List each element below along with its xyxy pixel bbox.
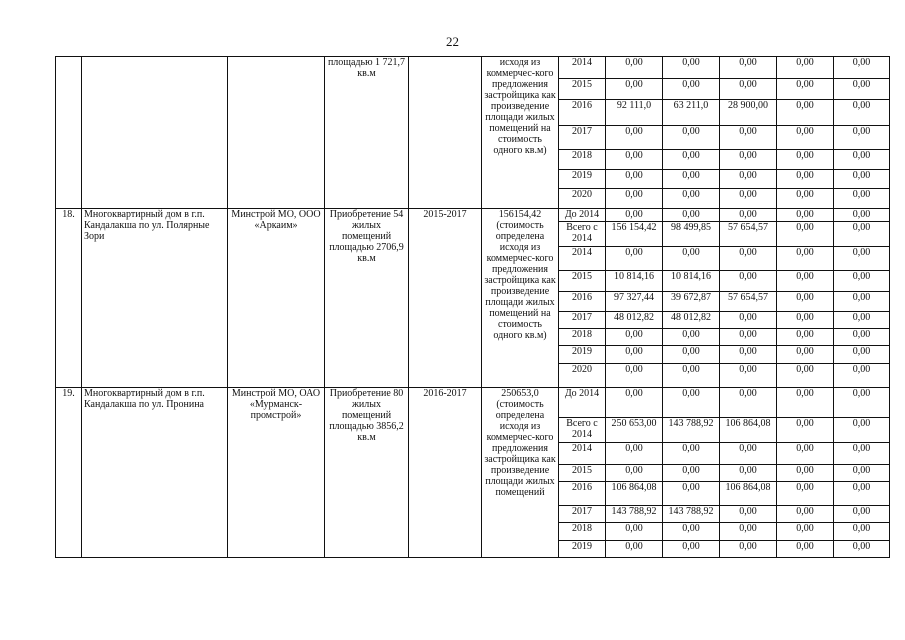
- value-regional: 106 864,08: [720, 481, 777, 505]
- program-table-grid: [55, 56, 890, 558]
- value-total: 0,00: [606, 57, 663, 79]
- value-other: 0,00: [834, 505, 890, 522]
- value-other: 0,00: [834, 418, 890, 443]
- value-regional: 0,00: [720, 270, 777, 292]
- value-other: 0,00: [834, 523, 890, 540]
- value-local: 0,00: [777, 464, 834, 481]
- value-total: 0,00: [606, 540, 663, 558]
- value-regional: 0,00: [720, 329, 777, 346]
- table-row: [56, 57, 890, 79]
- year-cell: 2018: [559, 329, 606, 346]
- value-total: 10 814,16: [606, 270, 663, 292]
- table-row: [56, 387, 890, 417]
- value-federal: 0,00: [663, 387, 720, 417]
- value-regional: 0,00: [720, 246, 777, 270]
- value-total: 0,00: [606, 442, 663, 464]
- value-regional: 0,00: [720, 442, 777, 464]
- value-federal: 48 012,82: [663, 311, 720, 328]
- value-total: 0,00: [606, 523, 663, 540]
- row-number: 18.: [56, 208, 82, 387]
- value-total: 48 012,82: [606, 311, 663, 328]
- value-federal: 0,00: [663, 540, 720, 558]
- value-regional: 0,00: [720, 311, 777, 328]
- value-regional: 0,00: [720, 523, 777, 540]
- cost-note: 156154,42 (стоимость определена исходя из коммерчес-кого предложения застройщика как произведение площади жилых помещений на стоимость одного кв.м): [482, 208, 559, 387]
- value-federal: 10 814,16: [663, 270, 720, 292]
- value-total: 0,00: [606, 126, 663, 150]
- value-total: 0,00: [606, 150, 663, 170]
- value-local: 0,00: [777, 311, 834, 328]
- value-local: 0,00: [777, 442, 834, 464]
- year-cell: До 2014: [559, 208, 606, 221]
- value-local: 0,00: [777, 505, 834, 522]
- value-regional: 28 900,00: [720, 100, 777, 126]
- purchase-description: Приобретение 54 жилых помещений площадью 2706,9 кв.м: [325, 208, 409, 387]
- year-cell: 2014: [559, 442, 606, 464]
- value-other: 0,00: [834, 292, 890, 312]
- year-cell: 2016: [559, 481, 606, 505]
- value-local: 0,00: [777, 126, 834, 150]
- value-regional: 57 654,57: [720, 221, 777, 246]
- value-local: 0,00: [777, 150, 834, 170]
- value-other: 0,00: [834, 540, 890, 558]
- value-regional: 0,00: [720, 169, 777, 189]
- value-federal: 0,00: [663, 189, 720, 209]
- value-regional: 0,00: [720, 78, 777, 100]
- value-regional: 0,00: [720, 189, 777, 209]
- year-cell: 2020: [559, 363, 606, 387]
- value-other: 0,00: [834, 57, 890, 79]
- value-total: 0,00: [606, 208, 663, 221]
- year-cell: 2018: [559, 523, 606, 540]
- year-cell: 2015: [559, 270, 606, 292]
- value-other: 0,00: [834, 100, 890, 126]
- value-local: 0,00: [777, 221, 834, 246]
- value-total: 92 111,0: [606, 100, 663, 126]
- value-local: 0,00: [777, 540, 834, 558]
- year-cell: 2016: [559, 100, 606, 126]
- year-cell: Всего с 2014: [559, 221, 606, 246]
- value-other: 0,00: [834, 311, 890, 328]
- value-local: 0,00: [777, 100, 834, 126]
- value-other: 0,00: [834, 346, 890, 363]
- value-local: 0,00: [777, 418, 834, 443]
- value-regional: 0,00: [720, 540, 777, 558]
- cost-note: исходя из коммерчес-кого предложения застройщика как произведение площади жилых помещений на стоимость одного кв.м): [482, 57, 559, 209]
- value-local: 0,00: [777, 57, 834, 79]
- value-total: 0,00: [606, 464, 663, 481]
- value-federal: 98 499,85: [663, 221, 720, 246]
- value-federal: 0,00: [663, 169, 720, 189]
- value-total: 0,00: [606, 363, 663, 387]
- value-regional: 57 654,57: [720, 292, 777, 312]
- value-federal: 0,00: [663, 523, 720, 540]
- value-total: 0,00: [606, 346, 663, 363]
- value-other: 0,00: [834, 270, 890, 292]
- value-local: 0,00: [777, 346, 834, 363]
- year-cell: 2018: [559, 150, 606, 170]
- value-regional: 0,00: [720, 363, 777, 387]
- value-other: 0,00: [834, 363, 890, 387]
- value-federal: 63 211,0: [663, 100, 720, 126]
- value-regional: 0,00: [720, 57, 777, 79]
- value-federal: 0,00: [663, 208, 720, 221]
- value-federal: 0,00: [663, 246, 720, 270]
- value-regional: 0,00: [720, 126, 777, 150]
- value-federal: 0,00: [663, 481, 720, 505]
- year-cell: 2015: [559, 78, 606, 100]
- row-number: 19.: [56, 387, 82, 557]
- value-total: 0,00: [606, 387, 663, 417]
- table-row: [56, 208, 890, 221]
- implementation-term: 2016-2017: [409, 387, 482, 557]
- value-federal: 0,00: [663, 363, 720, 387]
- year-cell: 2014: [559, 246, 606, 270]
- cost-note: 250653,0 (стоимость определена исходя из коммерчес-кого предложения застройщика как произведение площади жилых помещений: [482, 387, 559, 557]
- value-total: 250 653,00: [606, 418, 663, 443]
- value-federal: 0,00: [663, 442, 720, 464]
- year-cell: 2019: [559, 169, 606, 189]
- value-other: 0,00: [834, 208, 890, 221]
- value-federal: 0,00: [663, 78, 720, 100]
- year-cell: Всего с 2014: [559, 418, 606, 443]
- value-other: 0,00: [834, 169, 890, 189]
- year-cell: 2020: [559, 189, 606, 209]
- value-other: 0,00: [834, 481, 890, 505]
- organization: Минстрой МО, ООО «Аркаим»: [228, 208, 325, 387]
- value-regional: 0,00: [720, 464, 777, 481]
- value-total: 156 154,42: [606, 221, 663, 246]
- value-other: 0,00: [834, 126, 890, 150]
- program-table: [55, 56, 889, 558]
- value-regional: 0,00: [720, 150, 777, 170]
- value-regional: 0,00: [720, 208, 777, 221]
- value-local: 0,00: [777, 481, 834, 505]
- row-number: [56, 57, 82, 209]
- implementation-term: [409, 57, 482, 209]
- value-other: 0,00: [834, 150, 890, 170]
- value-other: 0,00: [834, 246, 890, 270]
- value-local: 0,00: [777, 270, 834, 292]
- value-total: 143 788,92: [606, 505, 663, 522]
- value-other: 0,00: [834, 442, 890, 464]
- value-other: 0,00: [834, 387, 890, 417]
- value-other: 0,00: [834, 78, 890, 100]
- value-total: 0,00: [606, 246, 663, 270]
- value-regional: 0,00: [720, 505, 777, 522]
- value-federal: 143 788,92: [663, 505, 720, 522]
- value-total: 0,00: [606, 169, 663, 189]
- value-other: 0,00: [834, 221, 890, 246]
- value-local: 0,00: [777, 169, 834, 189]
- year-cell: 2019: [559, 540, 606, 558]
- purchase-description: площадью 1 721,7 кв.м: [325, 57, 409, 209]
- year-cell: 2017: [559, 311, 606, 328]
- value-federal: 0,00: [663, 464, 720, 481]
- value-federal: 143 788,92: [663, 418, 720, 443]
- value-federal: 0,00: [663, 150, 720, 170]
- year-cell: 2017: [559, 505, 606, 522]
- value-total: 0,00: [606, 329, 663, 346]
- value-regional: 0,00: [720, 346, 777, 363]
- object-name: Многоквартирный дом в г.п. Кандалакша по ул. Пронина: [82, 387, 228, 557]
- year-cell: 2014: [559, 57, 606, 79]
- value-local: 0,00: [777, 246, 834, 270]
- object-name: Многоквартирный дом в г.п. Кандалакша по ул. Полярные Зори: [82, 208, 228, 387]
- value-federal: 0,00: [663, 126, 720, 150]
- year-cell: 2017: [559, 126, 606, 150]
- year-cell: 2016: [559, 292, 606, 312]
- value-total: 0,00: [606, 189, 663, 209]
- value-other: 0,00: [834, 464, 890, 481]
- value-local: 0,00: [777, 78, 834, 100]
- object-name: [82, 57, 228, 209]
- organization: [228, 57, 325, 209]
- value-local: 0,00: [777, 189, 834, 209]
- value-federal: 0,00: [663, 329, 720, 346]
- value-local: 0,00: [777, 387, 834, 417]
- value-regional: 0,00: [720, 387, 777, 417]
- value-other: 0,00: [834, 189, 890, 209]
- implementation-term: 2015-2017: [409, 208, 482, 387]
- value-other: 0,00: [834, 329, 890, 346]
- year-cell: До 2014: [559, 387, 606, 417]
- value-total: 0,00: [606, 78, 663, 100]
- value-local: 0,00: [777, 523, 834, 540]
- organization: Минстрой МО, ОАО «Мурманск-промстрой»: [228, 387, 325, 557]
- value-local: 0,00: [777, 329, 834, 346]
- value-local: 0,00: [777, 363, 834, 387]
- value-local: 0,00: [777, 292, 834, 312]
- value-local: 0,00: [777, 208, 834, 221]
- year-cell: 2015: [559, 464, 606, 481]
- purchase-description: Приобретение 80 жилых помещений площадью 3856,2 кв.м: [325, 387, 409, 557]
- page-number: 22: [446, 34, 459, 49]
- year-cell: 2019: [559, 346, 606, 363]
- value-total: 106 864,08: [606, 481, 663, 505]
- value-total: 97 327,44: [606, 292, 663, 312]
- value-federal: 0,00: [663, 57, 720, 79]
- value-federal: 0,00: [663, 346, 720, 363]
- value-regional: 106 864,08: [720, 418, 777, 443]
- value-federal: 39 672,87: [663, 292, 720, 312]
